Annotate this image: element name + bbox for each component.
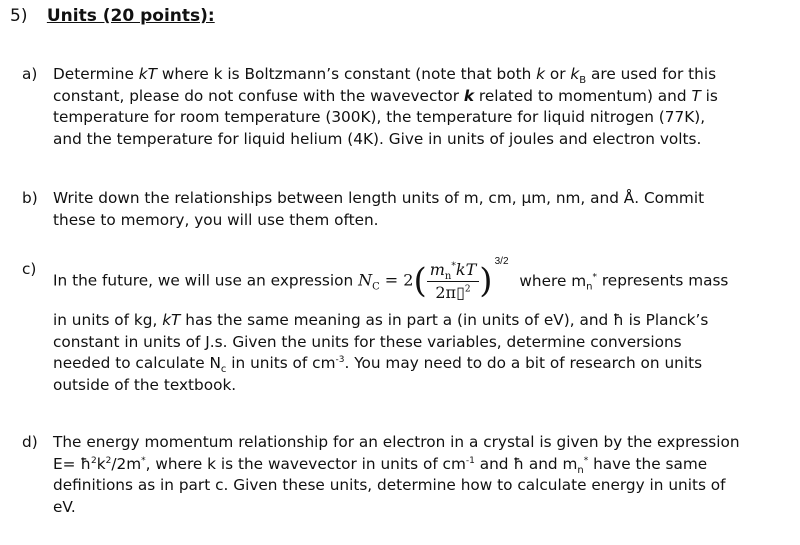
part-b-text: Write down the relationships between length units of m, cm, μm, nm, and Å. Commit these to memory, you will use them often. [53,189,705,229]
part-c-label: c) [22,260,37,278]
nc-formula: $N_C = 2$( $\frac{m_n^*kT}{2\pi▯^2}$ ) 3/2 [358,256,509,302]
part-b-label: b) [22,189,38,207]
question-number: 5) [10,6,28,26]
part-d-text: The energy momentum relationship for an electron in a crystal is given by the expression $E= ħ^2k^2/2m^*$, where k is the wavevector in units of $cm^{-1}$ and ħ and $m_n^*$ have the same definitions as in part c. Given these units, determine how to calculate energy in units of eV. [53,433,740,516]
question-title: Units (20 points): [46,6,215,26]
part-d-label: d) [22,433,38,451]
question-heading [10,6,215,26]
part-a-label: a) [22,65,38,83]
part-c-text: In the future, we will use an expression $N_C = 2$( $\frac{m_n^*kT}{2\pi▯^2}$ ) 3/2 where $m_n^*$ represents mass [53,256,729,302]
document-page: 5) Units (20 points): a) Determine kT where k is Boltzmann’s constant (note that both k or $k_B$ are used for this constant, please do not confuse with the wavevector k related to momentum) and T is temperature for room temperature (300K), the temperature for liquid nitrogen (77K), and the temperature for liquid helium (4K). Give in units of joules and electron volts. b) Write down the relationships between length units of m, cm, μm, nm, and Å. Commit these to memory, you will use them often. c) In the future, we will use an expression $N_C = 2$( $\frac{m_n^*kT}{2\pi▯^2}$ ) 3/2 where $m_n^*$ represents mass in units of kg, kT has the same meaning as in part a (in units of eV), and ħ is Planck’s constant in units of J.s. Given the units for these variables, determine conversions needed to calculate $N_c$ in units of $cm^{-3}$. You may need to do a bit of research on units outside of the textbook. d) The energy momentum relationship for an electron in a crystal is given by the expression $E= ħ^2k^2/2m^*$, where k is the wavevector in units of $cm^{-1}$ and ħ and $m_n^*$ have the same definitions as in part c. Given these units, determine how to calculate energy in units of eV. [0,0,800,545]
part-a-text: Determine kT where k is Boltzmann’s constant (note that both k or $k_B$ are used for this constant, please do not confuse with the wavevector k related to momentum) and T is temperature for room temperature (300K), the temperature for liquid nitrogen (77K), and the temperature for liquid helium (4K). Give in units of joules and electron volts. [53,65,718,148]
